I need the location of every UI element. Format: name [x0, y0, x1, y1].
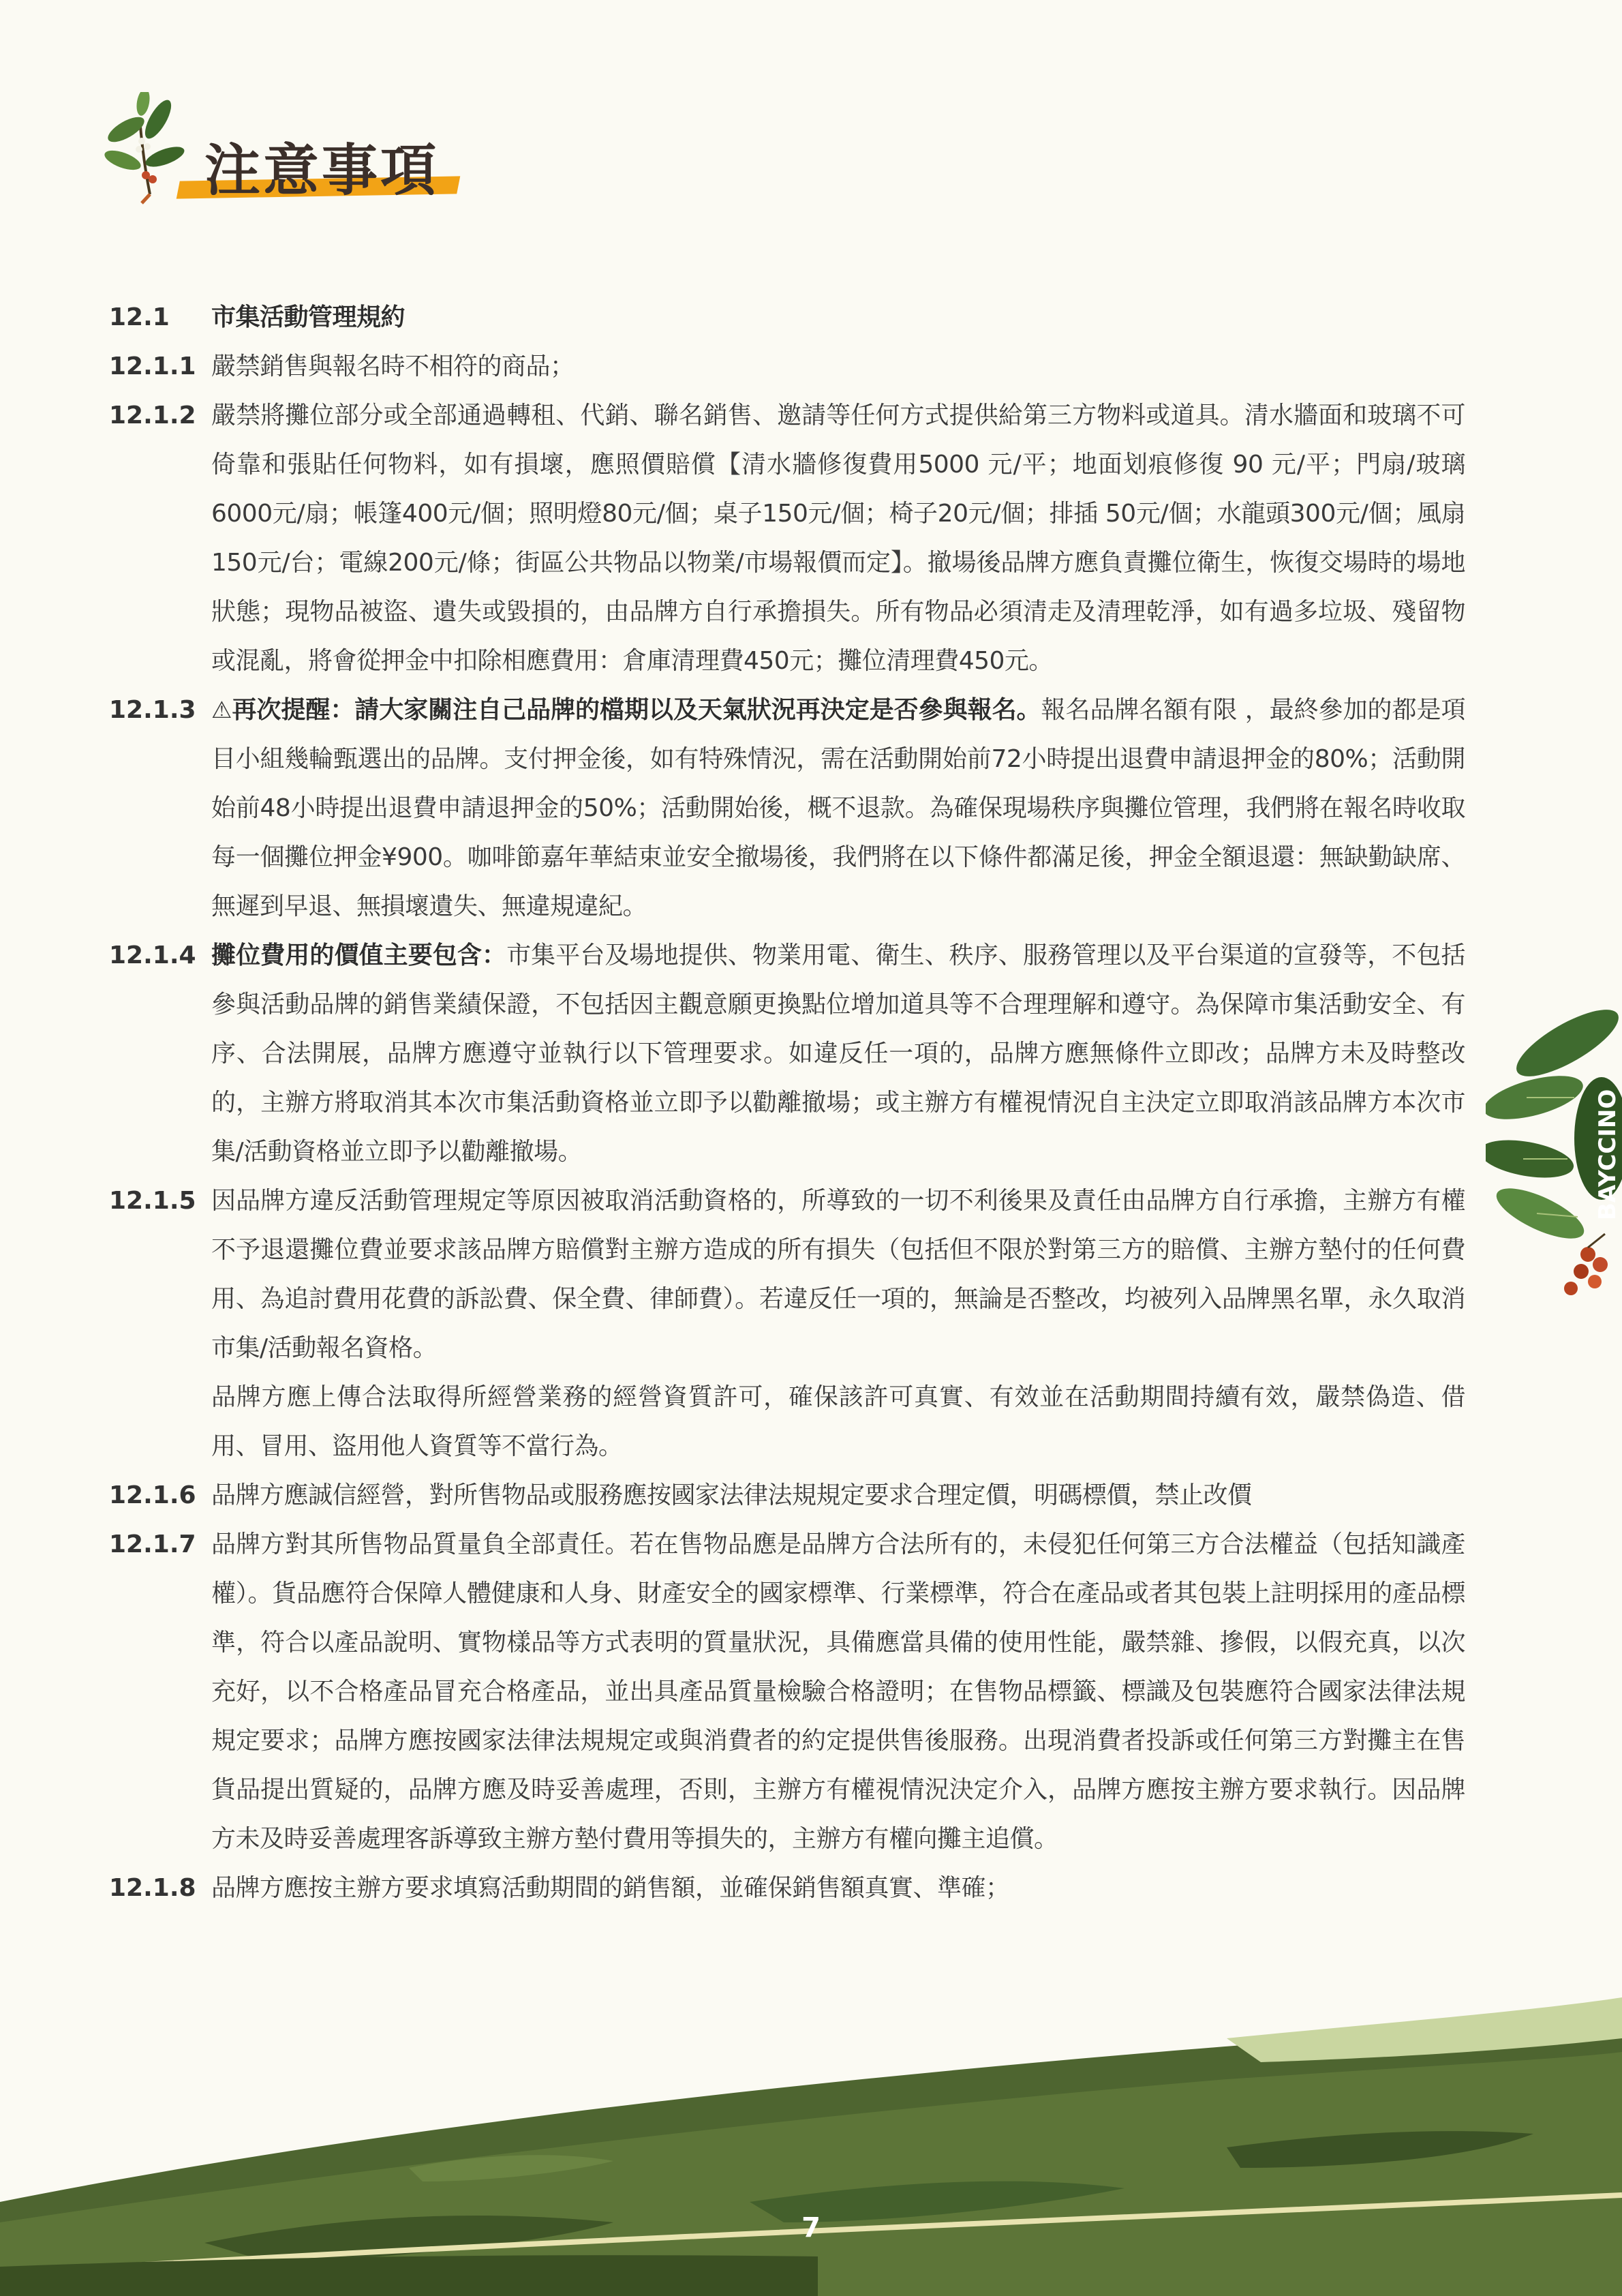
section-number: 12.1.4 [109, 941, 196, 969]
section-12-1-2 [109, 391, 1465, 686]
section-number: 12.1.3 [109, 696, 196, 724]
section-emphasis: 再次提醒：請大家關注自己品牌的檔期以及天氣狀況再決定是否參與報名。 [232, 696, 1041, 724]
section-number: 12.1.7 [109, 1530, 196, 1558]
section-12-1-3 [109, 686, 1465, 931]
section-text: 因品牌方違反活動管理規定等原因被取消活動資格的，所導致的一切不利後果及責任由品牌方自行承擔，主辦方有權不予退還攤位費並要求該品牌方賠償對主辦方造成的所有損失（包括但不限於對第三方的賠償、主辦方墊付的任何費用、為追討費用花費的訴訟費、保全費、律師費）。若違反任一項的，無論是否整改，均被列入品牌黑名單，永久取消市集/活動報名資格。 [211, 1187, 1465, 1362]
section-number: 12.1.8 [109, 1874, 196, 1902]
notice-content [109, 293, 1465, 1913]
section-text: 品牌方對其所售物品質量負全部責任。若在售物品應是品牌方合法所有的，未侵犯任何第三方合法權益（包括知識產權）。貨品應符合保障人體健康和人身、財產安全的國家標準、行業標準，符合在產品或者其包裝上註明採用的產品標準，符合以產品說明、實物樣品等方式表明的質量狀況，具備應當具備的使用性能，嚴禁雜、摻假，以假充真，以次充好，以不合格產品冒充合格產品，並出具產品質量檢驗合格證明；在售物品標籤、標識及包裝應符合國家法律法規規定要求；品牌方應按國家法律法規規定或與消費者的約定提供售後服務。出現消費者投訴或任何第三方對攤主在售貨品提出質疑的，品牌方應及時妥善處理，否則，主辦方有權視情況決定介入，品牌方應按主辦方要求執行。因品牌方未及時妥善處理客訴導致主辦方墊付費用等損失的，主辦方有權向攤主追償。 [211, 1530, 1465, 1853]
page-title: 注意事項 [204, 138, 440, 203]
hill-landscape [0, 1997, 1622, 2296]
section-number: 12.1.5 [109, 1187, 196, 1215]
brand-logo-text: BAYCCINO [1594, 1089, 1621, 1220]
section-text-continued: 品牌方應上傳合法取得所經營業務的經營資質許可，確保該許可真實、有效並在活動期間持續有效，嚴禁偽造、借用、冒用、盜用他人資質等不當行為。 [211, 1383, 1465, 1460]
section-12-1 [109, 293, 1465, 342]
section-body: 報名品牌名額有限 ，最終參加的都是項目小組幾輪甄選出的品牌。支付押金後，如有特殊情況，需在活動開始前72小時提出退費申請退押金的80%；活動開始前48小時提出退費申請退押金的50%；活動開始後，概不退款。為確保現場秩序與攤位管理，我們將在報名時收取每一個攤位押金¥900。咖啡節嘉年華結束並安全撤場後，我們將在以下條件都滿足後，押金全額退還：無缺勤缺席、無遲到早退、無損壞遺失、無違規違紀。 [211, 696, 1465, 920]
section-text: 嚴禁銷售與報名時不相符的商品； [211, 352, 575, 380]
section-number: 12.1.6 [109, 1481, 196, 1509]
section-text: 嚴禁將攤位部分或全部通過轉租、代銷、聯名銷售、邀請等任何方式提供給第三方物料或道具。清水牆面和玻璃不可倚靠和張貼任何物料，如有損壞，應照價賠償【清水牆修復費用5000 元/平；地面划痕修復 90 元/平；門扇/玻璃6000元/扇；帳篷400元/個；照明燈80元/個；桌子150元/個；椅子20元/個；排插 50元/個；水龍頭300元/個；風扇 150元/台；電線200元/條；街區公共物品以物業/市場報價而定】。撤場後品牌方應負責攤位衛生，恢復交場時的場地狀態；現物品被盜、遺失或毀損的，由品牌方自行承擔損失。所有物品必須清走及清理乾淨，如有過多垃圾、殘留物或混亂，將會從押金中扣除相應費用：倉庫清理費450元；攤位清理費450元。 [211, 402, 1465, 675]
section-12-1-8 [109, 1864, 1465, 1913]
section-text [211, 931, 1465, 1177]
coffee-plant-decoration [1486, 1002, 1622, 1316]
coffee-sprig-icon [102, 92, 187, 205]
page-number: 7 [801, 2212, 821, 2244]
section-text [211, 686, 1465, 931]
section-body: 市集平台及場地提供、物業用電、衛生、秩序、服務管理以及平台渠道的宣發等，不包括參與活動品牌的銷售業績保證，不包括因主觀意願更換點位增加道具等不合理理解和遵守。為保障市集活動安全、有序、合法開展，品牌方應遵守並執行以下管理要求。如違反任一項的，品牌方應無條件立即改；品牌方未及時整改的，主辦方將取消其本次市集活動資格並立即予以勸離撤場；或主辦方有權視情況自主決定立即取消該品牌方本次市集/活動資格並立即予以勸離撤場。 [211, 941, 1465, 1166]
section-12-1-7 [109, 1520, 1465, 1864]
warning-icon: ⚠ [211, 697, 232, 724]
section-12-1-4 [109, 931, 1465, 1177]
section-number: 12.1.1 [109, 352, 196, 380]
section-12-1-1 [109, 342, 1465, 391]
section-number: 12.1 [109, 303, 170, 331]
section-emphasis: 攤位費用的價值主要包含： [211, 941, 507, 969]
section-number: 12.1.2 [109, 402, 196, 429]
section-text: 品牌方應按主辦方要求填寫活動期間的銷售額，並確保銷售額真實、準確； [211, 1874, 1010, 1902]
section-12-1-6 [109, 1471, 1465, 1520]
section-12-1-5 [109, 1177, 1465, 1471]
section-title: 市集活動管理規約 [211, 303, 406, 331]
section-text: 品牌方應誠信經營，對所售物品或服務應按國家法律法規規定要求合理定價，明碼標價，禁止改價 [211, 1481, 1252, 1509]
